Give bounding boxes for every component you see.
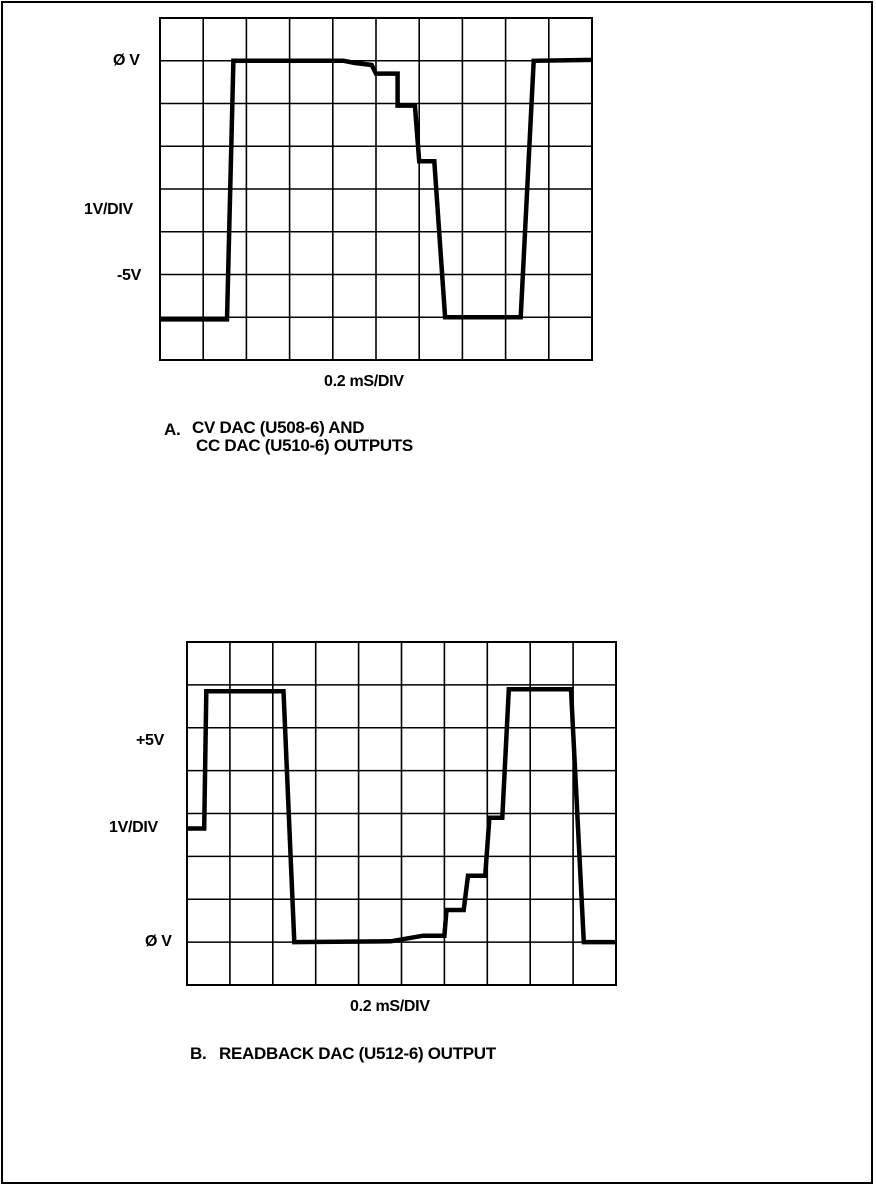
panel-a-caption-prefix: A. — [164, 420, 181, 439]
panel-a-label-scale: 1V/DIV — [84, 201, 133, 218]
panel-b-label-zero: Ø V — [145, 933, 172, 950]
panel-a-label-minus5: -5V — [117, 267, 141, 284]
panel-b-label-scale: 1V/DIV — [109, 819, 158, 836]
panel-b-caption: READBACK DAC (U512-6) OUTPUT — [219, 1044, 496, 1063]
panel-a-caption-line2: CC DAC (U510-6) OUTPUTS — [196, 436, 413, 455]
panel-b-xlabel: 0.2 mS/DIV — [350, 998, 430, 1015]
panel-a-xlabel: 0.2 mS/DIV — [324, 373, 404, 390]
panel-b-label-plus5: +5V — [136, 732, 165, 749]
panel-a-label-zero: Ø V — [113, 52, 140, 69]
panel-b-caption-prefix: B. — [190, 1044, 207, 1063]
panel-a-caption-line1: CV DAC (U508-6) AND — [192, 418, 365, 437]
